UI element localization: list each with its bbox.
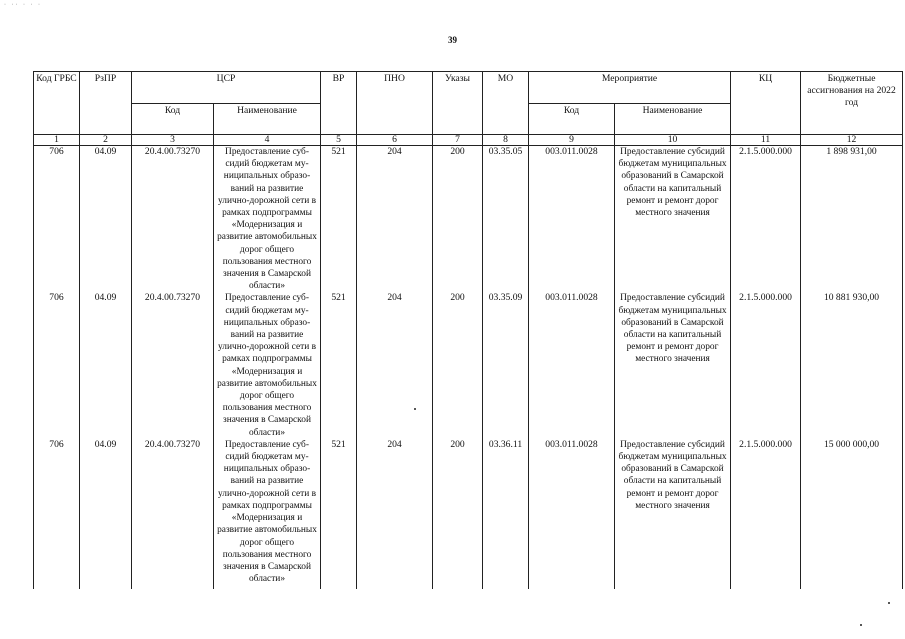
cell-csr-name: Предоставление субсидий бюджетам муниципальных образований на развитие улично-дорожной сети в рамках подпрограммы «Модернизация и развитие автомобильных дорог общего пользования местного значения в Самарской области» xyxy=(214,146,321,293)
header-csr-name: Наименование xyxy=(214,104,321,135)
col-number: 1 xyxy=(34,135,80,146)
cell-grbs: 706 xyxy=(34,439,80,589)
header-row xyxy=(34,72,903,104)
header-rzpr: РзПР xyxy=(80,72,132,135)
col-number: 5 xyxy=(321,135,357,146)
column-number-row xyxy=(34,135,903,146)
cell-ukazy: 200 xyxy=(433,292,483,438)
header-vr: ВР xyxy=(321,72,357,135)
col-number: 11 xyxy=(731,135,801,146)
cell-mer-kod: 003.011.0028 xyxy=(529,439,615,589)
scan-artifact: · ·· · · · xyxy=(4,2,42,8)
header-csr-kod: Код xyxy=(132,104,214,135)
table-row xyxy=(34,146,903,293)
header-kod-grbs: Код ГРБС xyxy=(34,72,80,135)
cell-vr: 521 xyxy=(321,146,357,293)
header-kc: КЦ xyxy=(731,72,801,135)
col-number: 10 xyxy=(615,135,731,146)
cell-grbs: 706 xyxy=(34,292,80,438)
col-number: 9 xyxy=(529,135,615,146)
cell-kc: 2.1.5.000.000 xyxy=(731,146,801,293)
cell-mer-name: Предоставление субсидий бюджетам муниципальных образований в Самарской области на капитальный ремонт и ремонт дорог местного значения xyxy=(615,439,731,589)
col-number: 2 xyxy=(80,135,132,146)
cell-amount: 1 898 931,00 xyxy=(801,146,903,293)
page-number: 39 xyxy=(448,35,457,45)
cell-mer-name: Предоставление субсидий бюджетам муниципальных образований в Самарской области на капитальный ремонт и ремонт дорог местного значения xyxy=(615,146,731,293)
col-number: 7 xyxy=(433,135,483,146)
cell-csr-kod: 20.4.00.73270 xyxy=(132,146,214,293)
scan-artifact-dot xyxy=(888,602,890,604)
cell-csr-name: Предоставление субсидий бюджетам муниципальных образований на развитие улично-дорожной сети в рамках подпрограммы «Модернизация и развитие автомобильных дорог общего пользования местного значения в Самарской области» xyxy=(214,292,321,438)
cell-rzpr: 04.09 xyxy=(80,292,132,438)
table-row xyxy=(34,292,903,438)
header-csr: ЦСР xyxy=(132,72,321,104)
col-number: 8 xyxy=(483,135,529,146)
cell-ukazy: 200 xyxy=(433,439,483,589)
col-number: 6 xyxy=(357,135,433,146)
cell-mer-kod: 003.011.0028 xyxy=(529,146,615,293)
col-number: 4 xyxy=(214,135,321,146)
cell-kc: 2.1.5.000.000 xyxy=(731,439,801,589)
header-meropriyatie: Мероприятие xyxy=(529,72,731,104)
cell-mo: 03.35.09 xyxy=(483,292,529,438)
header-budget: Бюджетные ассигнования на 2022 год xyxy=(801,72,903,135)
header-mer-name: Наименование xyxy=(615,104,731,135)
cell-amount: 10 881 930,00 xyxy=(801,292,903,438)
table-row xyxy=(34,439,903,589)
header-mer-kod: Код xyxy=(529,104,615,135)
cell-mo: 03.36.11 xyxy=(483,439,529,589)
cell-rzpr: 04.09 xyxy=(80,146,132,293)
cell-mer-kod: 003.011.0028 xyxy=(529,292,615,438)
scan-artifact-dot xyxy=(860,624,862,626)
col-number: 12 xyxy=(801,135,903,146)
cell-rzpr: 04.09 xyxy=(80,439,132,589)
cell-mo: 03.35.05 xyxy=(483,146,529,293)
header-ukazy: Указы xyxy=(433,72,483,135)
cell-vr: 521 xyxy=(321,292,357,438)
budget-table xyxy=(33,71,903,589)
header-mo: МО xyxy=(483,72,529,135)
cell-pno: 204 xyxy=(357,292,433,438)
cell-csr-name: Предоставление субсидий бюджетам муниципальных образований на развитие улично-дорожной сети в рамках подпрограммы «Модернизация и развитие автомобильных дорог общего пользования местного значения в Самарской области» xyxy=(214,439,321,589)
cell-pno: 204 xyxy=(357,146,433,293)
cell-csr-kod: 20.4.00.73270 xyxy=(132,292,214,438)
col-number: 3 xyxy=(132,135,214,146)
header-pno: ПНО xyxy=(357,72,433,135)
cell-csr-kod: 20.4.00.73270 xyxy=(132,439,214,589)
cell-pno: 204 xyxy=(357,439,433,589)
cell-kc: 2.1.5.000.000 xyxy=(731,292,801,438)
cell-vr: 521 xyxy=(321,439,357,589)
cell-amount: 15 000 000,00 xyxy=(801,439,903,589)
cell-ukazy: 200 xyxy=(433,146,483,293)
cell-grbs: 706 xyxy=(34,146,80,293)
cell-mer-name: Предоставление субсидий бюджетам муниципальных образований в Самарской области на капитальный ремонт и ремонт дорог местного значения xyxy=(615,292,731,438)
